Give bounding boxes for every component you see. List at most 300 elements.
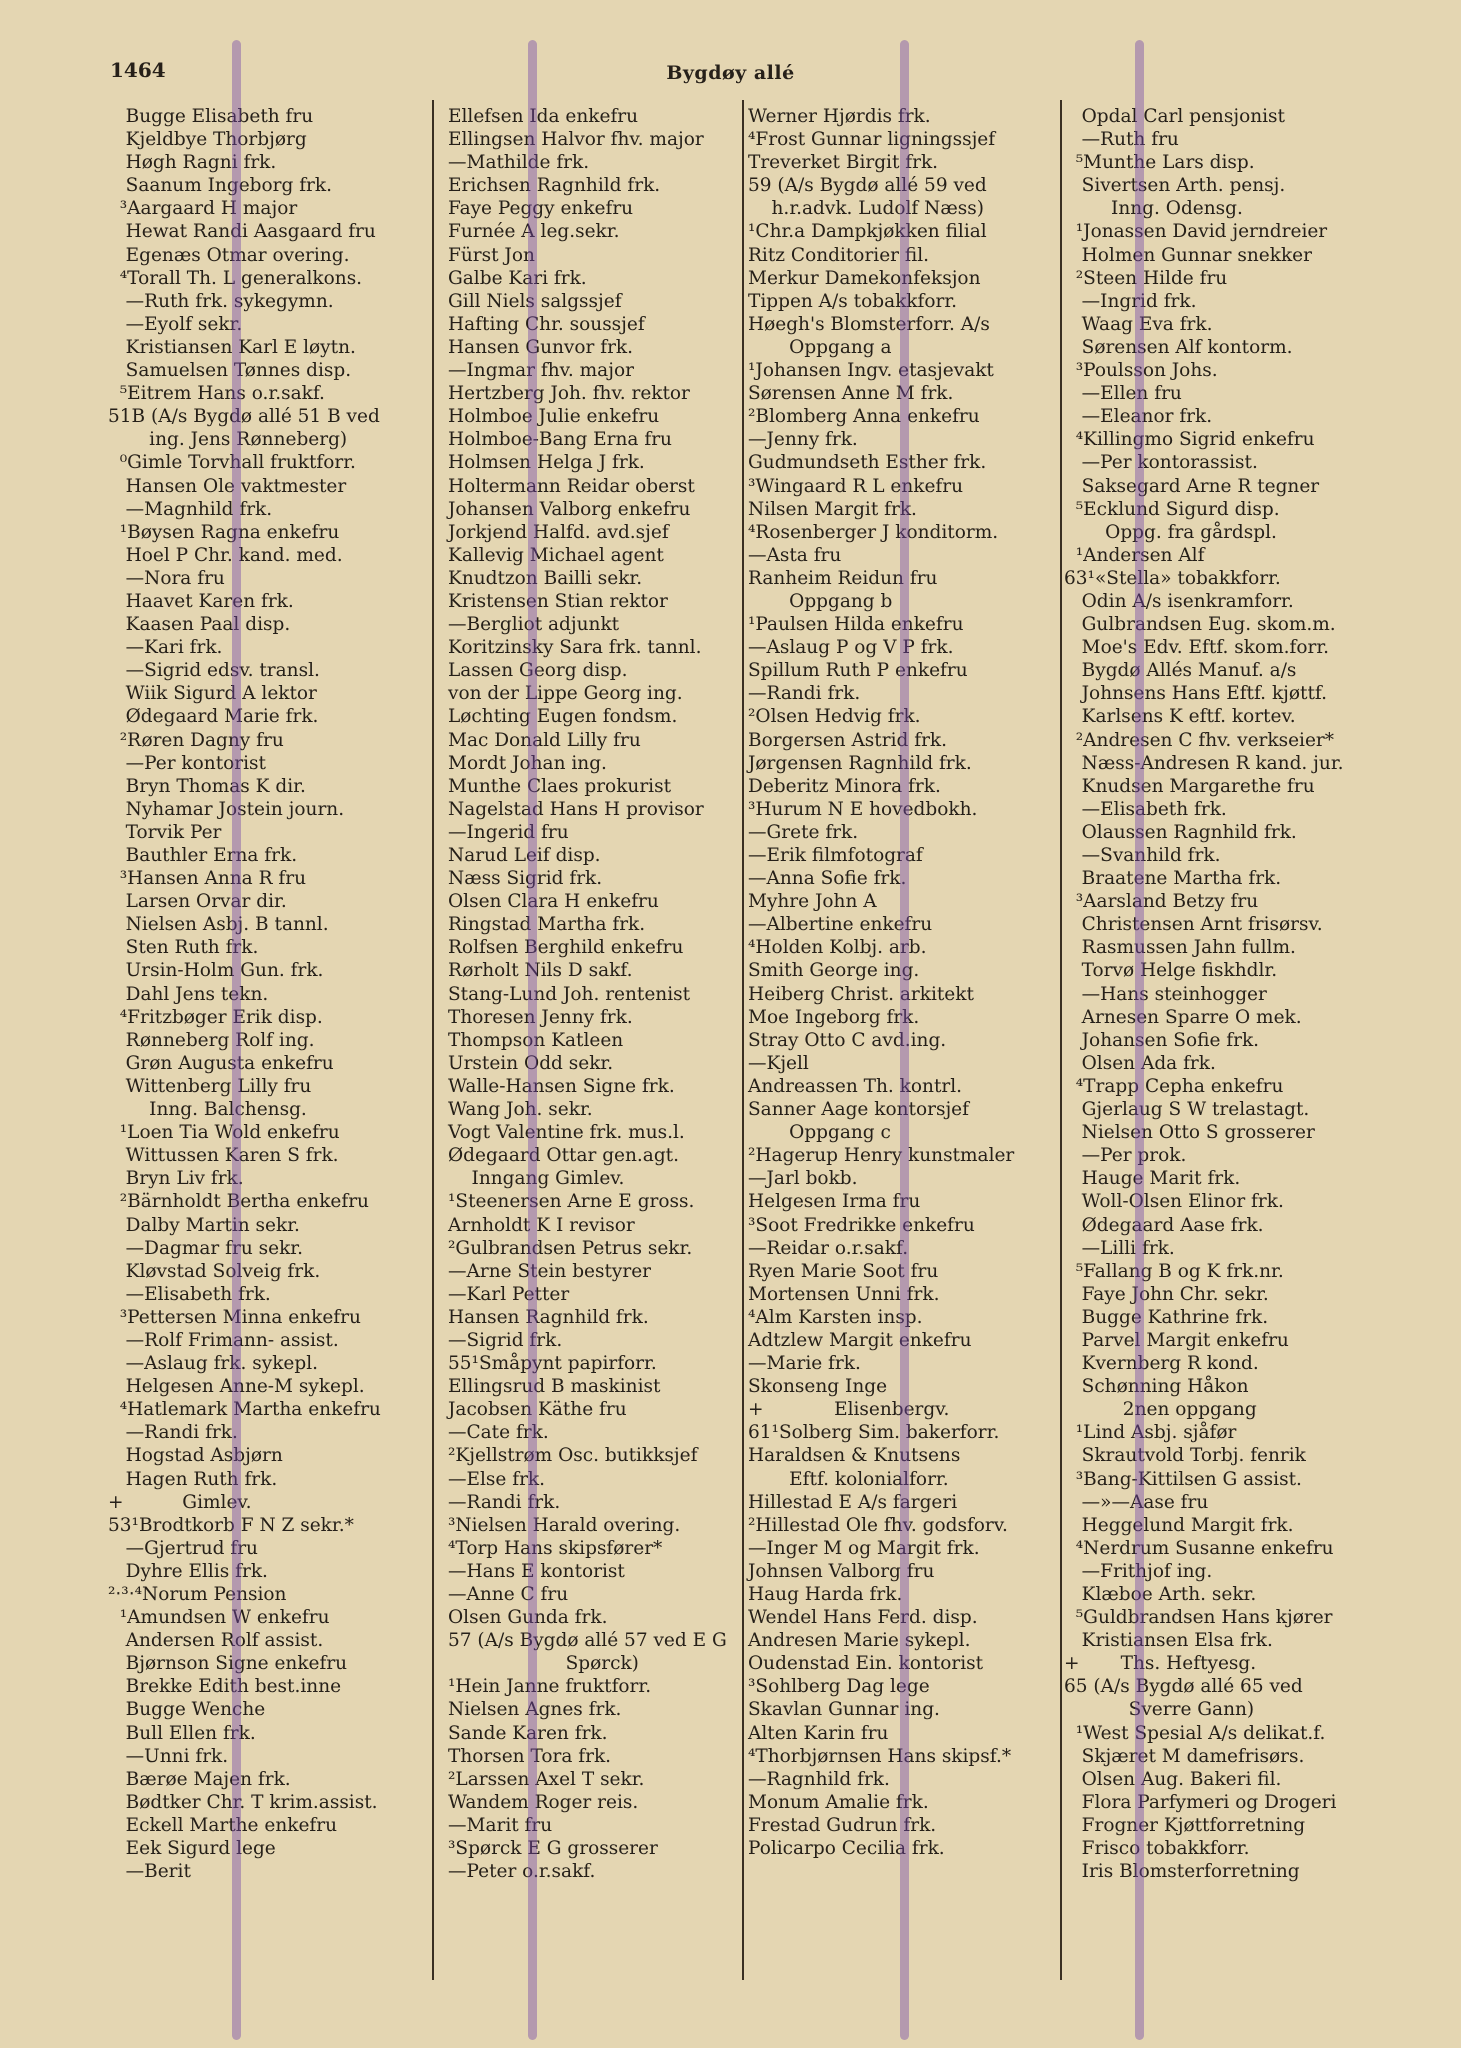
directory-entry: —Albertine enkefru — [748, 914, 933, 936]
directory-entry: ²‧³‧⁴Norum Pension — [108, 1584, 287, 1605]
directory-entry: Holtermann Reidar oberst — [448, 475, 695, 497]
directory-entry: Bauthler Erna frk. — [108, 845, 298, 866]
directory-entry: Andersen Rolf assist. — [108, 1630, 324, 1652]
directory-entry: ²Hagerup Henry kunstmaler — [748, 1145, 1015, 1167]
directory-entry: Ellingsen Halvor fhv. major — [448, 129, 704, 151]
directory-entry: Wendel Hans Ferd. disp. — [748, 1607, 978, 1629]
purple-pen-mark — [1135, 40, 1144, 2040]
directory-entry: Policarpo Cecilia frk. — [748, 1838, 945, 1860]
directory-entry: Kvernberg R kond. — [1064, 1353, 1259, 1375]
directory-entry: Christensen Arnt frisørsv. — [1064, 914, 1323, 936]
directory-entry: Munthe Claes prokurist — [448, 775, 672, 797]
directory-entry: ⁴Alm Karsten insp. — [748, 1306, 923, 1328]
directory-entry: Rasmussen Jahn fullm. — [1064, 937, 1296, 959]
directory-entry: + Gimlev. — [108, 1491, 252, 1513]
directory-entry: Inng. Odensg. — [1064, 198, 1243, 220]
directory-entry: —Magnhild frk. — [108, 498, 273, 520]
directory-entry: ⁴Nerdrum Susanne enkefru — [1064, 1537, 1334, 1559]
directory-entry: Woll-Olsen Elinor frk. — [1064, 1191, 1284, 1213]
directory-entry: Johnsen Valborg fru — [748, 1560, 935, 1582]
directory-entry: ³Wingaard R L enkefru — [748, 475, 964, 497]
directory-entry: ²Olsen Hedvig frk. — [748, 706, 921, 728]
directory-entry: Erichsen Ragnhild frk. — [448, 175, 661, 197]
directory-entry: —Anna Sofie frk. — [748, 868, 907, 890]
directory-entry: Eftf. kolonialforr. — [748, 1468, 949, 1490]
directory-entry: Bjørnson Signe enkefru — [108, 1653, 348, 1675]
directory-entry: Thorsen Tora frk. — [448, 1745, 612, 1767]
directory-entry: —Nora fru — [108, 567, 225, 589]
directory-entry: 57 (A/s Bygdø allé 57 ved E G — [448, 1630, 727, 1652]
directory-entry: Hansen Gunvor frk. — [448, 336, 634, 358]
directory-entry: Kjeldbye Thorbjørg — [108, 129, 307, 151]
directory-entry: 61¹Solberg Sim. bakerforr. — [748, 1422, 1000, 1444]
directory-entry: Narud Leif disp. — [448, 845, 601, 866]
directory-entry: von der Lippe Georg ing. — [448, 683, 683, 705]
directory-entry: Heggelund Margit frk. — [1064, 1514, 1294, 1536]
directory-entry: ²Steen Hilde fru — [1064, 267, 1228, 289]
directory-entry: ³Sohlberg Dag lege — [748, 1676, 930, 1698]
directory-entry: Odin A/s isenkramforr. — [1064, 590, 1294, 612]
purple-pen-mark — [900, 40, 909, 2040]
directory-entry: Hansen Ole vaktmester — [108, 475, 347, 497]
directory-entry: Torvik Per — [108, 821, 222, 843]
directory-entry: Haraldsen & Knutsens — [748, 1445, 961, 1467]
directory-entry: Ranheim Reidun fru — [748, 567, 938, 589]
directory-entry: ¹Steenersen Arne E gross. — [448, 1191, 695, 1213]
directory-entry: Eckell Marthe enkefru — [108, 1814, 338, 1836]
directory-entry: Dalby Martin sekr. — [108, 1214, 300, 1236]
directory-entry: Næss Sigrid frk. — [448, 868, 603, 890]
directory-entry: Olsen Clara H enkefru — [448, 891, 659, 913]
directory-entry: —Reidar o.r.sakf. — [748, 1237, 909, 1259]
page-number: 1464 — [110, 58, 166, 82]
directory-entry: ²Larssen Axel T sekr. — [448, 1768, 645, 1790]
directory-entry: Urstein Odd sekr. — [448, 1052, 614, 1074]
directory-entry: Karlsens K eftf. kortev. — [1064, 706, 1296, 728]
directory-entry: Dyhre Ellis frk. — [108, 1560, 268, 1582]
directory-entry: Oudenstad Ein. kontorist — [748, 1653, 984, 1675]
directory-entry: Olsen Gunda frk. — [448, 1607, 608, 1629]
directory-entry: Hertzberg Joh. fhv. rektor — [448, 383, 690, 405]
directory-entry: Waag Eva frk. — [1064, 313, 1213, 335]
directory-entry: ³Hurum N E hovedbokh. — [748, 798, 978, 820]
directory-entry: Rolfsen Berghild enkefru — [448, 937, 684, 959]
directory-entry: ³Aarsland Betzy fru — [1064, 891, 1259, 913]
directory-entry: Arnesen Sparre O mek. — [1064, 1006, 1302, 1028]
directory-entry: ⁴Torall Th. L generalkons. — [108, 267, 363, 289]
directory-entry: Arnholdt K I revisor — [448, 1214, 635, 1236]
directory-entry: 59 (A/s Bygdø allé 59 ved — [748, 175, 987, 197]
directory-entry: ¹Loen Tia Wold enkefru — [108, 1122, 340, 1144]
directory-entry: Wittussen Karen S frk. — [108, 1145, 339, 1167]
directory-entry: ²Andresen C fhv. verkseier* — [1064, 729, 1334, 751]
directory-entry: —Elisabeth frk. — [1064, 798, 1227, 820]
directory-entry: —Hans steinhogger — [1064, 983, 1267, 1005]
directory-entry: —Anne C fru — [448, 1584, 569, 1605]
directory-entry: —Else frk. — [448, 1468, 546, 1490]
directory-entry: ³Pettersen Minna enkefru — [108, 1306, 361, 1328]
directory-entry: Galbe Kari frk. — [448, 267, 587, 289]
directory-entry: Faye John Chr. sekr. — [1064, 1283, 1269, 1305]
directory-entry: Kallevig Michael agent — [448, 544, 664, 566]
directory-entry: Thoresen Jenny frk. — [448, 1006, 633, 1028]
directory-entry: Gjerlaug S W trelastagt. — [1064, 1099, 1310, 1121]
directory-entry: Klæboe Arth. sekr. — [1064, 1584, 1257, 1605]
directory-entry: ¹Paulsen Hilda enkefru — [748, 614, 964, 636]
directory-entry: Skrautvold Torbj. fenrik — [1064, 1445, 1306, 1467]
directory-entry: Iris Blomsterforretning — [1064, 1861, 1300, 1883]
directory-entry: ¹Amundsen W enkefru — [108, 1607, 330, 1629]
directory-entry: —Mathilde frk. — [448, 152, 590, 174]
directory-entry: 55¹Småpynt papirforr. — [448, 1353, 657, 1375]
directory-entry: Sten Ruth frk. — [108, 937, 259, 959]
directory-entry: ⁵Ecklund Sigurd disp. — [1064, 498, 1280, 520]
directory-entry: —Dagmar fru sekr. — [108, 1237, 303, 1259]
directory-entry: Ødegaard Ottar gen.agt. — [448, 1145, 679, 1167]
directory-entry: Skonseng Inge — [748, 1376, 888, 1398]
directory-entry: —Hans E kontorist — [448, 1560, 625, 1582]
directory-entry: Olaussen Ragnhild frk. — [1064, 821, 1297, 843]
directory-entry: Flora Parfymeri og Drogeri — [1064, 1791, 1337, 1813]
directory-entry: ²Blomberg Anna enkefru — [748, 406, 980, 428]
directory-entry: Kristiansen Karl E løytn. — [108, 336, 356, 358]
directory-entry: ⁵Fallang B og K frk.nr. — [1064, 1260, 1284, 1282]
directory-entry: Oppgang c — [748, 1122, 891, 1144]
directory-entry: —Peter o.r.sakf. — [448, 1861, 596, 1883]
directory-entry: Helgesen Anne-M sykepl. — [108, 1376, 365, 1398]
directory-entry: Saanum Ingeborg frk. — [108, 175, 332, 197]
directory-entry: —Arne Stein bestyrer — [448, 1260, 652, 1282]
directory-entry: Monum Amalie frk. — [748, 1791, 929, 1813]
directory-entry: Merkur Damekonfeksjon — [748, 267, 981, 289]
directory-entry: —Ruth fru — [1064, 129, 1179, 151]
directory-entry: Brekke Edith best.inne — [108, 1676, 342, 1698]
directory-entry: Saksegard Arne R tegner — [1064, 475, 1320, 497]
column-rule — [432, 100, 434, 1980]
directory-entry: Inngang Gimlev. — [448, 1168, 625, 1190]
directory-entry: —»—Aase fru — [1064, 1491, 1209, 1513]
directory-entry: —Berit — [108, 1861, 191, 1883]
directory-entry: Johansen Sofie frk. — [1064, 1029, 1260, 1051]
directory-entry: —Lilli frk. — [1064, 1237, 1175, 1259]
directory-entry: Ritz Conditorier fil. — [748, 244, 930, 266]
directory-entry: ⁴Holden Kolbj. arb. — [748, 937, 927, 959]
directory-entry: + Ths. Heftyesg. — [1064, 1653, 1257, 1675]
directory-entry: Spillum Ruth P enkefru — [748, 660, 968, 682]
directory-entry: —Inger M og Margit frk. — [748, 1537, 980, 1559]
directory-entry: Koritzinsky Sara frk. tannl. — [448, 637, 702, 659]
directory-entry: —Marit fru — [448, 1814, 553, 1836]
directory-entry: Hafting Chr. soussjef — [448, 313, 645, 335]
directory-entry: Gulbrandsen Eug. skom.m. — [1064, 614, 1336, 636]
directory-entry: Løchting Eugen fondsm. — [448, 706, 678, 728]
directory-entry: 63¹«Stella» tobakkforr. — [1064, 567, 1281, 589]
directory-entry: Ødegaard Marie frk. — [108, 706, 319, 728]
directory-entry: —Sigrid edsv. transl. — [108, 660, 320, 682]
directory-entry: ⁴Hatlemark Martha enkefru — [108, 1399, 381, 1421]
directory-entry: Andreassen Th. kontrl. — [748, 1075, 963, 1097]
directory-entry: Parvel Margit enkefru — [1064, 1329, 1289, 1351]
directory-entry: ¹Hein Janne fruktforr. — [448, 1676, 652, 1698]
directory-entry: Ødegaard Aase frk. — [1064, 1214, 1264, 1236]
directory-entry: —Elisabeth frk. — [108, 1283, 271, 1305]
directory-entry: Kløvstad Solveig frk. — [108, 1260, 321, 1282]
directory-entry: Alten Karin fru — [748, 1722, 889, 1744]
directory-entry: —Karl Petter — [448, 1283, 570, 1305]
directory-entry: Frogner Kjøttforretning — [1064, 1814, 1306, 1836]
directory-entry: ³Hansen Anna R fru — [108, 868, 307, 890]
directory-entry: Spørck) — [448, 1653, 639, 1675]
directory-entry: Rørholt Nils D sakf. — [448, 960, 633, 982]
directory-entry: Hagen Ruth frk. — [108, 1468, 278, 1490]
directory-entry: Skjæret M damefrisørs. — [1064, 1745, 1305, 1767]
directory-entry: Sande Karen frk. — [448, 1722, 608, 1744]
directory-entry: ¹Lind Asbj. sjåfør — [1064, 1422, 1237, 1444]
directory-entry: Hewat Randi Aasgaard fru — [108, 221, 376, 243]
directory-entry: —Kari frk. — [108, 637, 223, 659]
directory-entry: Torvø Helge fiskhdlr. — [1064, 960, 1278, 982]
directory-entry: —Kjell — [748, 1052, 809, 1074]
directory-entry: Schønning Håkon — [1064, 1376, 1249, 1398]
directory-entry: —Ingmar fhv. major — [448, 360, 634, 382]
directory-entry: —Ingrid frk. — [1064, 290, 1197, 312]
directory-entry: Jorkjend Halfd. avd.sjef — [448, 521, 669, 543]
directory-entry: Larsen Orvar dir. — [108, 891, 287, 913]
directory-entry: Mordt Johan ing. — [448, 752, 607, 774]
directory-entry: Vogt Valentine frk. mus.l. — [448, 1122, 685, 1144]
directory-entry: Tippen A/s tobakkforr. — [748, 290, 958, 312]
directory-entry: Mortensen Unni frk. — [748, 1283, 940, 1305]
directory-entry: ¹Andersen Alf — [1064, 544, 1205, 566]
directory-entry: Lassen Georg disp. — [448, 660, 628, 682]
directory-entry: Holmsen Helga J frk. — [448, 452, 645, 474]
directory-entry: —Grete frk. — [748, 821, 859, 843]
directory-entry: Frestad Gudrun frk. — [748, 1814, 937, 1836]
directory-entry: Opdal Carl pensjonist — [1064, 106, 1285, 127]
directory-entry: Knudsen Margarethe fru — [1064, 775, 1315, 797]
directory-entry: Skavlan Gunnar ing. — [748, 1699, 940, 1721]
directory-entry: Jørgensen Ragnhild frk. — [748, 752, 972, 774]
directory-entry: Wandem Roger reis. — [448, 1791, 639, 1813]
directory-entry: Sivertsen Arth. pensj. — [1064, 175, 1286, 197]
directory-entry: ⁴Torp Hans skipsfører* — [448, 1537, 663, 1559]
directory-entry: Oppgang b — [748, 590, 893, 612]
directory-entry: Bryn Liv frk. — [108, 1168, 244, 1190]
directory-entry: Werner Hjørdis frk. — [748, 106, 931, 127]
directory-entry: Sverre Gann) — [1064, 1699, 1255, 1721]
directory-entry: Borgersen Astrid frk. — [748, 729, 948, 751]
directory-entry: —Aslaug P og V P frk. — [748, 637, 954, 659]
directory-entry: Helgesen Irma fru — [748, 1191, 921, 1213]
directory-entry: Mac Donald Lilly fru — [448, 729, 641, 751]
directory-entry: —Asta fru — [748, 544, 842, 566]
directory-entry: —Per kontorist — [108, 752, 266, 774]
directory-entry: Moe Ingeborg frk. — [748, 1006, 920, 1028]
directory-entry: ³Spørck E G grosserer — [448, 1838, 658, 1860]
directory-entry: Oppg. fra gårdspl. — [1064, 521, 1277, 543]
directory-entry: Oppgang a — [748, 336, 892, 358]
directory-entry: ³Poulsson Johs. — [1064, 360, 1218, 382]
directory-entry: —Bergliot adjunkt — [448, 614, 620, 636]
directory-entry: ¹Johansen Ingv. etasjevakt — [748, 360, 994, 382]
directory-entry: Inng. Balchensg. — [108, 1099, 307, 1121]
directory-entry: Kristiansen Elsa frk. — [1064, 1630, 1273, 1652]
directory-entry: Faye Peggy enkefru — [448, 198, 634, 220]
directory-entry: Hogstad Asbjørn — [108, 1445, 283, 1467]
directory-entry: Johnsens Hans Eftf. kjøttf. — [1064, 683, 1327, 705]
directory-entry: Frisco tobakkforr. — [1064, 1838, 1250, 1860]
directory-entry: ³Bang-Kittilsen G assist. — [1064, 1468, 1302, 1490]
directory-entry: —Aslaug frk. sykepl. — [108, 1353, 318, 1375]
directory-entry: ⁵Eitrem Hans o.r.sakf. — [108, 383, 325, 405]
directory-entry: Næss-Andresen R kand. jur. — [1064, 752, 1344, 774]
directory-entry: —Unni frk. — [108, 1745, 229, 1767]
directory-entry: Moe's Edv. Eftf. skom.forr. — [1064, 637, 1330, 659]
directory-entry: Jacobsen Käthe fru — [448, 1399, 627, 1421]
directory-entry: —Svanhild frk. — [1064, 845, 1221, 866]
directory-entry: ²Røren Dagny fru — [108, 729, 284, 751]
directory-entry: ⁰Gimle Torvhall fruktforr. — [108, 452, 356, 474]
directory-entry: —Eyolf sekr. — [108, 313, 243, 335]
directory-entry: 65 (A/s Bygdø allé 65 ved — [1064, 1676, 1303, 1698]
directory-entry: Rønneberg Rolf ing. — [108, 1029, 315, 1051]
directory-entry: Samuelsen Tønnes disp. — [108, 360, 352, 382]
directory-entry: + Elisenbergv. — [748, 1399, 950, 1421]
directory-entry: Bryn Thomas K dir. — [108, 775, 306, 797]
directory-entry: 2nen oppgang — [1064, 1399, 1257, 1421]
directory-column-2 — [448, 105, 738, 1883]
directory-entry: Eek Sigurd lege — [108, 1838, 276, 1860]
directory-entry: Ursin-Holm Gun. frk. — [108, 960, 324, 982]
directory-entry: Hillestad E A/s fargeri — [748, 1491, 958, 1513]
directory-entry: —Eleanor frk. — [1064, 406, 1213, 428]
directory-entry: —Gjertrud fru — [108, 1537, 258, 1559]
directory-entry: ⁴Thorbjørnsen Hans skipsf.* — [748, 1745, 1012, 1767]
directory-entry: Walle-Hansen Signe frk. — [448, 1075, 675, 1097]
directory-entry: Høgh Ragni frk. — [108, 152, 277, 174]
directory-entry: ⁴Fritzbøger Erik disp. — [108, 1006, 323, 1028]
directory-entry: Nagelstad Hans H provisor — [448, 798, 704, 820]
directory-entry: Braatene Martha frk. — [1064, 868, 1282, 890]
directory-entry: Gill Niels salgssjef — [448, 290, 622, 312]
directory-entry: Ryen Marie Soot fru — [748, 1260, 939, 1282]
directory-entry: Hauge Marit frk. — [1064, 1168, 1241, 1190]
directory-entry: ⁴Trapp Cepha enkefru — [1064, 1075, 1284, 1097]
directory-entry: —Cate frk. — [448, 1422, 549, 1444]
directory-entry: Nielsen Otto S grosserer — [1064, 1122, 1315, 1144]
directory-entry: Bygdø Allés Manuf. a/s — [1064, 660, 1297, 682]
directory-entry: ing. Jens Rønneberg) — [108, 429, 348, 451]
directory-entry: Smith George ing. — [748, 960, 920, 982]
purple-pen-mark — [528, 40, 537, 2040]
directory-entry: Deberitz Minora frk. — [748, 775, 941, 797]
directory-entry: Sanner Aage kontorsjef — [748, 1099, 969, 1121]
directory-entry: Wiik Sigurd A lektor — [108, 683, 317, 705]
page-title: Bygdøy allé — [666, 62, 795, 84]
directory-entry: Nielsen Asbj. B tannl. — [108, 914, 329, 936]
directory-entry: ⁴Killingmo Sigrid enkefru — [1064, 429, 1315, 451]
directory-entry: Holmen Gunnar snekker — [1064, 244, 1312, 266]
directory-entry: Hansen Ragnhild frk. — [448, 1306, 649, 1328]
directory-entry: Nilsen Margit frk. — [748, 498, 917, 520]
directory-entry: —Ingerid fru — [448, 821, 569, 843]
directory-entry: Egenæs Otmar overing. — [108, 244, 350, 266]
directory-entry: Gudmundseth Esther frk. — [748, 452, 987, 474]
directory-entry: Kristensen Stian rektor — [448, 590, 668, 612]
directory-entry: —Randi frk. — [448, 1491, 561, 1513]
directory-entry: Sørensen Anne M frk. — [748, 383, 954, 405]
directory-entry: Holmboe-Bang Erna fru — [448, 429, 672, 451]
directory-entry: ³Soot Fredrikke enkefru — [748, 1214, 975, 1236]
directory-entry: —Jarl bokb. — [748, 1168, 858, 1190]
directory-entry: Bødtker Chr. T krim.assist. — [108, 1791, 378, 1813]
directory-entry: Bugge Kathrine frk. — [1064, 1306, 1269, 1328]
directory-entry: ²Bärnholdt Bertha enkefru — [108, 1191, 369, 1213]
directory-column-1 — [108, 105, 426, 1883]
directory-entry: Grøn Augusta enkefru — [108, 1052, 334, 1074]
directory-entry: —Per prok. — [1064, 1145, 1187, 1167]
directory-entry: Hoel P Chr. kand. med. — [108, 544, 343, 566]
directory-entry: Bærøe Majen frk. — [108, 1768, 291, 1790]
directory-entry: Ringstad Martha frk. — [448, 914, 646, 936]
directory-entry: Bull Ellen frk. — [108, 1722, 256, 1744]
directory-entry: Bugge Elisabeth fru — [108, 106, 314, 127]
directory-entry: Høegh's Blomsterforr. A/s — [748, 313, 990, 335]
directory-entry: Sørensen Alf kontorm. — [1064, 336, 1293, 358]
directory-entry: Stray Otto C avd.ing. — [748, 1029, 947, 1051]
directory-entry: Olsen Ada frk. — [1064, 1052, 1216, 1074]
directory-entry: —Jenny frk. — [748, 429, 858, 451]
directory-entry: Fürst Jon — [448, 244, 535, 266]
directory-entry: 51B (A/s Bygdø allé 51 B ved — [108, 406, 380, 428]
directory-entry: ¹Jonassen David jerndreier — [1064, 221, 1328, 243]
directory-entry: Treverket Birgit frk. — [748, 152, 939, 174]
directory-entry: —Rolf Frimann- assist. — [108, 1329, 339, 1351]
directory-column-4 — [1064, 105, 1400, 1883]
directory-entry: Heiberg Christ. arkitekt — [748, 983, 974, 1005]
directory-entry: Olsen Aug. Bakeri fil. — [1064, 1768, 1282, 1790]
directory-entry: Haavet Karen frk. — [108, 590, 294, 612]
directory-entry: Haug Harda frk. — [748, 1584, 903, 1605]
directory-entry: ¹West Spesial A/s delikat.f. — [1064, 1722, 1326, 1744]
directory-entry: ²Gulbrandsen Petrus sekr. — [448, 1237, 693, 1259]
directory-entry: —Randi frk. — [748, 683, 861, 705]
directory-entry: Thompson Katleen — [448, 1029, 624, 1051]
directory-entry: 53¹Brodtkorb F N Z sekr.* — [108, 1514, 354, 1536]
directory-entry: Holmboe Julie enkefru — [448, 406, 660, 428]
directory-entry: Johansen Valborg enkefru — [448, 498, 691, 520]
directory-entry: Nyhamar Jostein journ. — [108, 798, 345, 820]
directory-entry: ³Aargaard H major — [108, 198, 298, 220]
directory-entry: —Sigrid frk. — [448, 1329, 563, 1351]
directory-entry: —Ruth frk. sykegymn. — [108, 290, 334, 312]
directory-entry: ²Kjellstrøm Osc. butikksjef — [448, 1445, 698, 1467]
directory-entry: ³Nielsen Harald overing. — [448, 1514, 681, 1536]
directory-entry: Adtzlew Margit enkefru — [748, 1329, 972, 1351]
directory-entry: h.r.advk. Ludolf Næss) — [748, 198, 984, 220]
directory-entry: Knudtzon Bailli sekr. — [448, 567, 643, 589]
directory-entry: Myhre John A — [748, 891, 877, 913]
directory-entry: Wang Joh. sekr. — [448, 1099, 593, 1121]
directory-entry: Stang-Lund Joh. rentenist — [448, 983, 691, 1005]
directory-entry: Ellingsrud B maskinist — [448, 1376, 661, 1398]
directory-entry: ⁵Munthe Lars disp. — [1064, 152, 1255, 174]
column-rule — [742, 100, 744, 1980]
directory-entry: Dahl Jens tekn. — [108, 983, 269, 1005]
directory-entry: —Randi frk. — [108, 1422, 238, 1444]
directory-entry: —Marie frk. — [748, 1353, 861, 1375]
directory-entry: Ellefsen Ida enkefru — [448, 106, 639, 127]
